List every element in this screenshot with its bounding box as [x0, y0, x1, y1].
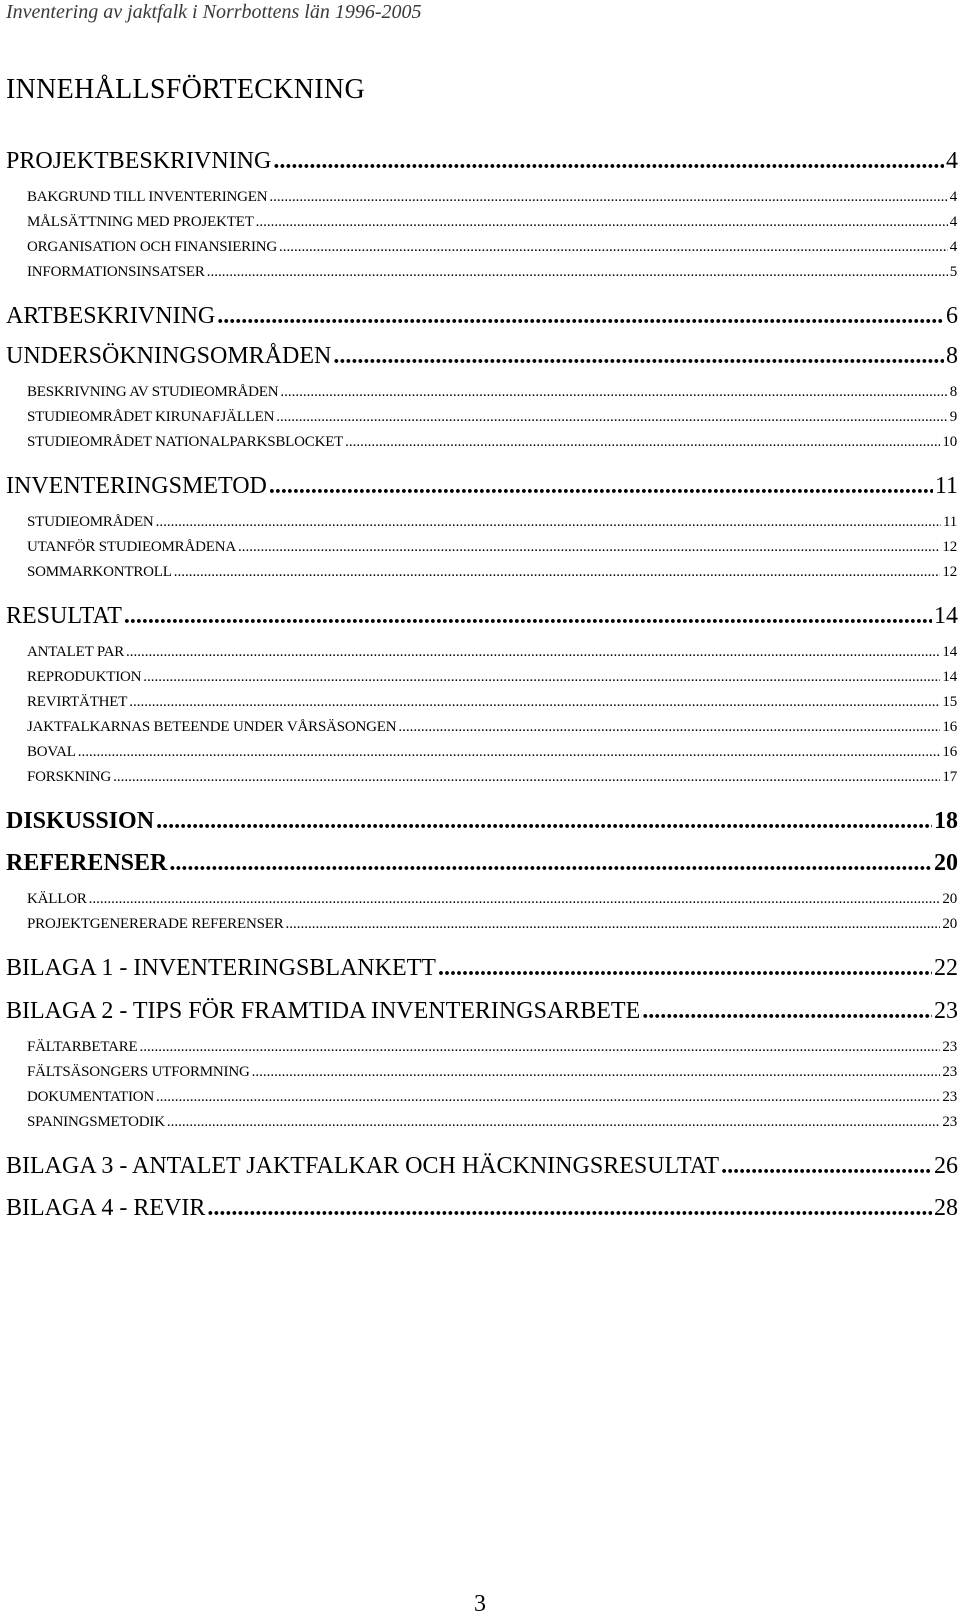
toc-entry-page: 14: [942, 644, 957, 660]
toc-dot-leader: [124, 602, 932, 630]
toc-entry-title: BAKGRUND TILL INVENTERINGEN: [27, 189, 268, 205]
toc-entry-title: BESKRIVNING AV STUDIEOMRÅDEN: [27, 384, 279, 400]
toc-entry-page: 14: [942, 669, 957, 685]
toc-entry-title: KÄLLOR: [27, 891, 87, 907]
toc-dot-leader: [333, 342, 944, 370]
toc-dot-leader: [207, 262, 948, 282]
toc-dot-leader: [167, 1112, 941, 1132]
toc-dot-leader: [276, 407, 947, 427]
toc-dot-leader: [156, 512, 941, 532]
toc-entry-subsection[interactable]: [27, 562, 957, 582]
toc-entry-page: 26: [934, 1153, 958, 1179]
toc-entry-subsection[interactable]: [27, 667, 957, 687]
toc-dot-leader: [345, 432, 940, 452]
toc-entry-title: UNDERSÖKNINGSOMRÅDEN: [6, 343, 332, 369]
toc-entry-page: 11: [942, 514, 957, 530]
toc-entry-page: 20: [934, 850, 958, 876]
toc-entry-section[interactable]: [6, 849, 958, 877]
toc-entry-page: 20: [942, 916, 957, 932]
toc-entry-section[interactable]: [6, 1194, 958, 1222]
toc-entry-page: 18: [934, 808, 958, 834]
toc-entry-title: MÅLSÄTTNING MED PROJEKTET: [27, 214, 254, 230]
toc-entry-subsection[interactable]: [27, 382, 957, 402]
toc-entry-title: REFERENSER: [6, 850, 168, 876]
toc-dot-leader: [279, 237, 948, 257]
toc-entry-title: BOVAL: [27, 744, 76, 760]
toc-entry-subsection[interactable]: [27, 1112, 957, 1132]
toc-entry-page: 23: [934, 998, 958, 1024]
toc-entry-page: 6: [946, 303, 958, 329]
toc-entry-page: 8: [949, 384, 957, 400]
toc-entry-section[interactable]: [6, 147, 958, 175]
toc-entry-page: 4: [949, 214, 957, 230]
toc-entry-title: UTANFÖR STUDIEOMRÅDENA: [27, 539, 236, 555]
toc-entry-subsection[interactable]: [27, 262, 957, 282]
toc-entry-title: INVENTERINGSMETOD: [6, 473, 267, 499]
toc-dot-leader: [238, 537, 940, 557]
toc-entry-subsection[interactable]: [27, 237, 957, 257]
toc-dot-leader: [398, 717, 940, 737]
toc-entry-subsection[interactable]: [27, 1087, 957, 1107]
toc-entry-title: STUDIEOMRÅDET KIRUNAFJÄLLEN: [27, 409, 275, 425]
page-number: 3: [474, 1591, 486, 1617]
toc-entry-title: ORGANISATION OCH FINANSIERING: [27, 239, 278, 255]
toc-dot-leader: [269, 187, 947, 207]
toc-dot-leader: [140, 1037, 941, 1057]
toc-dot-leader: [169, 849, 932, 877]
toc-dot-leader: [280, 382, 947, 402]
toc-entry-title: SOMMARKONTROLL: [27, 564, 172, 580]
toc-entry-title: ARTBESKRIVNING: [6, 303, 216, 329]
toc-entry-subsection[interactable]: [27, 1062, 957, 1082]
toc-entry-subsection[interactable]: [27, 914, 957, 934]
toc-dot-leader: [126, 642, 940, 662]
toc-entry-section[interactable]: [6, 602, 958, 630]
toc-dot-leader: [252, 1062, 941, 1082]
toc-entry-subsection[interactable]: [27, 642, 957, 662]
toc-entry-subsection[interactable]: [27, 537, 957, 557]
toc-entry-section[interactable]: [6, 807, 958, 835]
toc-entry-section[interactable]: [6, 954, 958, 982]
toc-entry-subsection[interactable]: [27, 512, 957, 532]
toc-entry-subsection[interactable]: [27, 692, 957, 712]
toc-entry-page: 9: [949, 409, 957, 425]
toc-entry-page: 12: [942, 564, 957, 580]
toc-entry-title: DISKUSSION: [6, 808, 155, 834]
toc-entry-page: 28: [934, 1195, 958, 1221]
toc-entry-subsection[interactable]: [27, 717, 957, 737]
toc-dot-leader: [273, 147, 944, 175]
toc-dot-leader: [269, 472, 933, 500]
toc-entry-title: FORSKNING: [27, 769, 112, 785]
toc-dot-leader: [143, 667, 940, 687]
toc-entry-page: 12: [942, 539, 957, 555]
toc-entry-title: ANTALET PAR: [27, 644, 125, 660]
toc-entry-page: 17: [942, 769, 957, 785]
toc-entry-section[interactable]: [6, 1152, 958, 1180]
toc-entry-title: REVIRTÄTHET: [27, 694, 128, 710]
toc-entry-title: PROJEKTBESKRIVNING: [6, 148, 272, 174]
toc-entry-page: 14: [934, 603, 958, 629]
toc-entry-subsection[interactable]: [27, 889, 957, 909]
toc-dot-leader: [78, 742, 941, 762]
toc-entry-title: JAKTFALKARNAS BETEENDE UNDER VÅRSÄSONGEN: [27, 719, 397, 735]
toc-entry-title: SPANINGSMETODIK: [27, 1114, 165, 1130]
toc-entry-page: 22: [934, 955, 958, 981]
toc-entry-page: 11: [934, 473, 958, 499]
toc-entry-page: 8: [946, 343, 958, 369]
toc-entry-title: FÄLTSÄSONGERS UTFORMNING: [27, 1064, 250, 1080]
toc-entry-page: 20: [942, 891, 957, 907]
toc-entry-title: BILAGA 4 - REVIR: [6, 1195, 206, 1221]
toc-dot-leader: [113, 767, 940, 787]
toc-dot-leader: [217, 302, 944, 330]
toc-entry-section[interactable]: [6, 342, 958, 370]
toc-entry-title: REPRODUKTION: [27, 669, 142, 685]
toc-entry-subsection[interactable]: [27, 187, 957, 207]
toc-entry-page: 4: [949, 189, 957, 205]
toc-entry-title: DOKUMENTATION: [27, 1089, 155, 1105]
toc-entry-page: 23: [942, 1064, 957, 1080]
toc-dot-leader: [156, 807, 932, 835]
toc-entry-title: PROJEKTGENERERADE REFERENSER: [27, 916, 284, 932]
toc-entry-page: 4: [949, 239, 957, 255]
toc-entry-section[interactable]: [6, 302, 958, 330]
toc-entry-section[interactable]: [6, 997, 958, 1025]
toc-entry-page: 16: [942, 744, 957, 760]
toc-dot-leader: [438, 954, 932, 982]
toc-dot-leader: [721, 1152, 932, 1180]
toc-dot-leader: [156, 1087, 940, 1107]
toc-entry-subsection[interactable]: [27, 742, 957, 762]
toc-dot-leader: [207, 1194, 932, 1222]
toc-entry-page: 15: [942, 694, 957, 710]
toc-entry-title: BILAGA 2 - TIPS FÖR FRAMTIDA INVENTERINGSARBETE: [6, 998, 641, 1024]
toc-entry-subsection[interactable]: [27, 432, 957, 452]
toc-entry-subsection[interactable]: [27, 212, 957, 232]
toc-dot-leader: [642, 997, 932, 1025]
toc-title: INNEHÅLLSFÖRTECKNING: [6, 74, 365, 105]
toc-entry-page: 16: [942, 719, 957, 735]
toc-entry-title: STUDIEOMRÅDEN: [27, 514, 154, 530]
toc-entry-subsection[interactable]: [27, 407, 957, 427]
toc-entry-subsection[interactable]: [27, 767, 957, 787]
toc-entry-title: BILAGA 3 - ANTALET JAKTFALKAR OCH HÄCKNINGSRESULTAT: [6, 1153, 720, 1179]
toc-entry-section[interactable]: [6, 472, 958, 500]
toc-entry-page: 23: [942, 1114, 957, 1130]
toc-dot-leader: [286, 914, 941, 934]
toc-entry-page: 5: [949, 264, 957, 280]
toc-entry-title: BILAGA 1 - INVENTERINGSBLANKETT: [6, 955, 436, 981]
toc-entry-title: STUDIEOMRÅDET NATIONALPARKSBLOCKET: [27, 434, 344, 450]
toc-entry-page: 23: [942, 1039, 957, 1055]
toc-dot-leader: [174, 562, 941, 582]
toc-dot-leader: [129, 692, 940, 712]
toc-dot-leader: [89, 889, 941, 909]
toc-entry-title: FÄLTARBETARE: [27, 1039, 138, 1055]
running-header: Inventering av jaktfalk i Norrbottens län 1996-2005: [6, 1, 422, 23]
toc-entry-title: INFORMATIONSINSATSER: [27, 264, 205, 280]
toc-entry-page: 4: [946, 148, 958, 174]
toc-entry-title: RESULTAT: [6, 603, 122, 629]
toc-entry-page: 10: [942, 434, 957, 450]
toc-dot-leader: [256, 212, 948, 232]
toc-entry-subsection[interactable]: [27, 1037, 957, 1057]
toc-entry-page: 23: [942, 1089, 957, 1105]
